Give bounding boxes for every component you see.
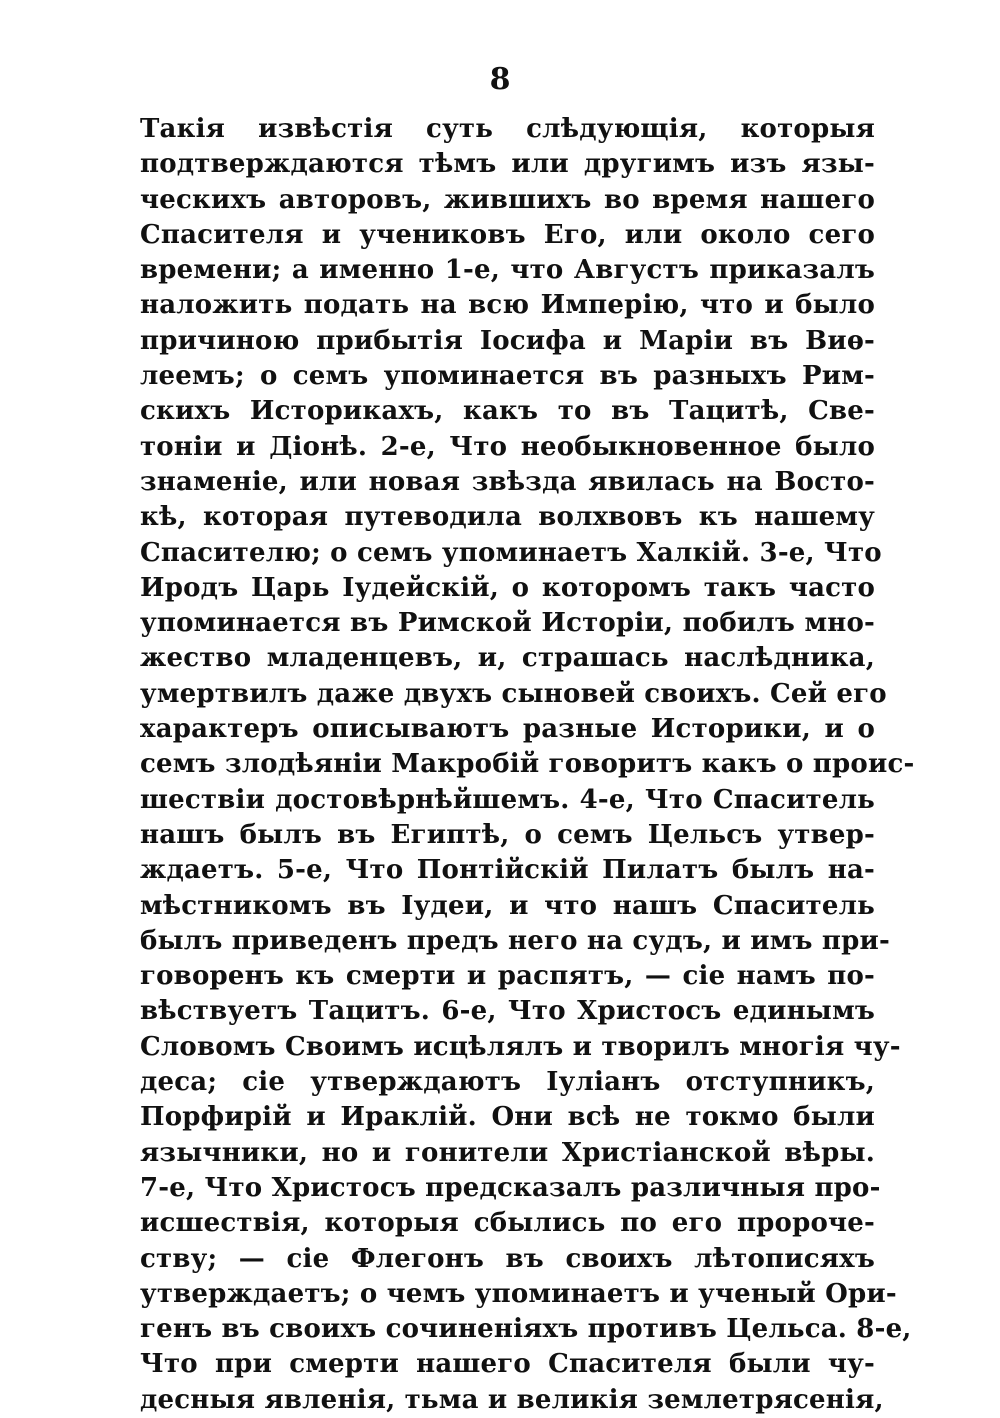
text-line: умертвилъ даже двухъ сыновей своихъ. Сей его bbox=[140, 678, 887, 709]
text-line: жество младенцевъ, и, страшась наслѣдника, bbox=[140, 643, 875, 674]
text-line: Иродъ Царь Іудейскій, о которомъ такъ часто bbox=[140, 572, 875, 603]
text-line: былъ приведенъ предъ него на судъ, и имъ при- bbox=[140, 925, 890, 956]
text-line: нашъ былъ въ Египтѣ, о семъ Цельсъ утвер- bbox=[140, 819, 875, 850]
text-line: десныя явленія, тьма и великія землетрясенія, bbox=[140, 1384, 884, 1415]
text-line: характеръ описываютъ разные Историки, и о bbox=[140, 714, 875, 745]
text-line: тоніи и Діонѣ. 2-е, Что необыкновенное было bbox=[140, 431, 875, 462]
body-text bbox=[140, 112, 915, 1418]
text-line: знаменіе, или новая звѣзда явилась на Восто- bbox=[140, 466, 875, 497]
text-line: Спасителя и учениковъ Его, или около сего bbox=[140, 219, 875, 250]
text-line: говоренъ къ смерти и распятъ, — сіе намъ по- bbox=[140, 961, 875, 992]
text-line: леемъ; о семъ упоминается въ разныхъ Рим- bbox=[140, 361, 875, 392]
text-line: причиною прибытія Іосифа и Маріи въ Виѳ- bbox=[140, 325, 875, 356]
text-line: скихъ Историкахъ, какъ то въ Тацитѣ, Све- bbox=[140, 396, 875, 427]
text-line: деса; сіе утверждаютъ Іуліанъ отступникъ, bbox=[140, 1067, 875, 1098]
text-line: подтверждаются тѣмъ или другимъ изъ язы- bbox=[140, 149, 875, 180]
text-line: Порфирій и Ираклій. Они всѣ не токмо были bbox=[140, 1102, 875, 1133]
text-line: времени; а именно 1-е, что Августъ приказалъ bbox=[140, 255, 875, 286]
text-line: ству; — сіе Флегонъ въ своихъ лѣтописяхъ bbox=[140, 1243, 875, 1274]
text-line: ческихъ авторовъ, жившихъ во время нашего bbox=[140, 184, 875, 215]
text-line: шествіи достовѣрнѣйшемъ. 4-е, Что Спаситель bbox=[140, 784, 875, 815]
text-line: наложить подать на всю Имперію, что и было bbox=[140, 290, 875, 321]
text-line: Словомъ Своимъ исцѣлялъ и творилъ многія чу- bbox=[140, 1031, 901, 1062]
text-line: ждаетъ. 5-е, Что Понтійскій Пилатъ былъ на- bbox=[140, 855, 875, 886]
text-line: кѣ, которая путеводила волхвовъ къ нашему bbox=[140, 502, 875, 533]
page-number: 8 bbox=[489, 62, 511, 97]
text-line: исшествія, которыя сбылись по его пророче- bbox=[140, 1208, 875, 1239]
text-line: Что при смерти нашего Спасителя были чу- bbox=[140, 1349, 875, 1380]
text-line: упоминается въ Римской Исторіи, побилъ мно- bbox=[140, 608, 875, 639]
text-line: Такія извѣстія суть слѣдующія, которыя bbox=[140, 114, 875, 144]
text-line: мѣстникомъ въ Іудеи, и что нашъ Спаситель bbox=[140, 890, 875, 921]
text-line: вѣствуетъ Тацитъ. 6-е, Что Христосъ единымъ bbox=[140, 996, 875, 1027]
text-line: 7-е, Что Христосъ предсказалъ различныя про- bbox=[140, 1172, 881, 1203]
text-line: семъ злодѣяніи Макробій говоритъ какъ о проис- bbox=[140, 749, 915, 780]
text-line: язычники, но и гонители Христіанской вѣры. bbox=[140, 1137, 875, 1168]
text-line: Спасителю; о семъ упоминаетъ Халкій. 3-е, Что bbox=[140, 537, 882, 568]
text-line: генъ въ своихъ сочиненіяхъ противъ Цельса. 8-е, bbox=[140, 1314, 912, 1345]
text-line: утверждаетъ; о чемъ упоминаетъ и ученый Ори- bbox=[140, 1278, 897, 1309]
